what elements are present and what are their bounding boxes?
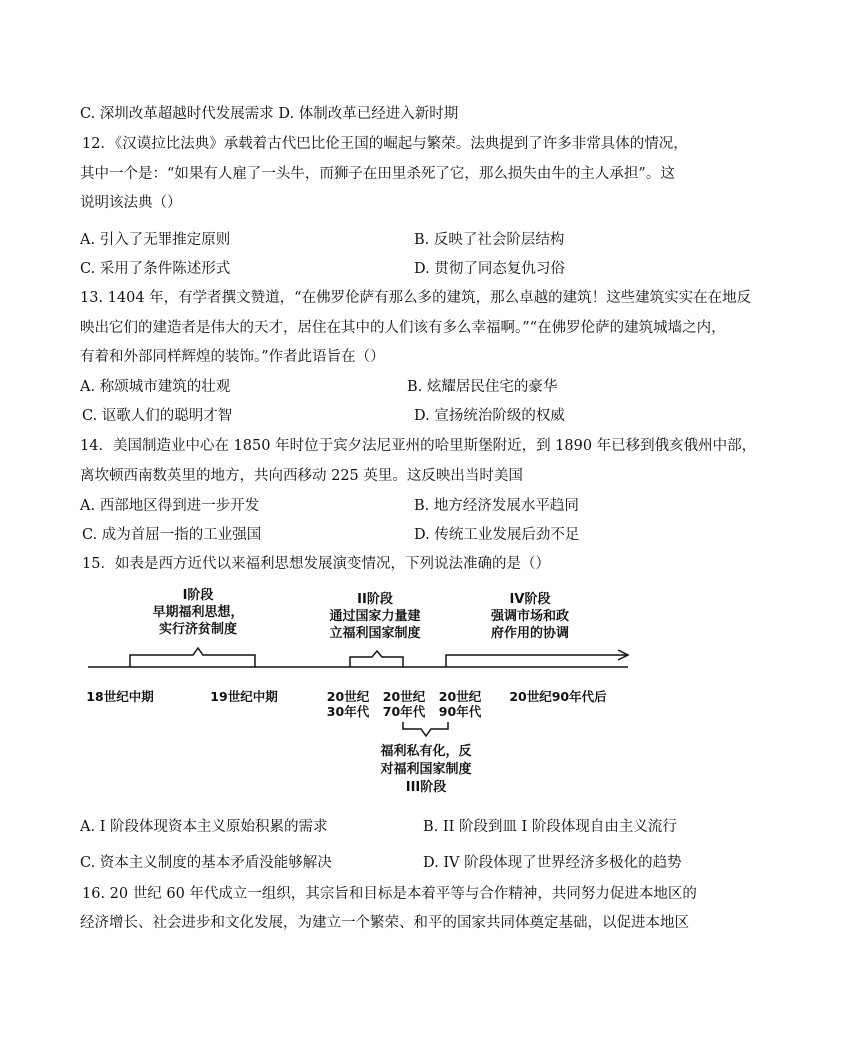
tick-1970s-top: 20世纪 <box>382 689 426 704</box>
svg-text:强调市场和政: 强调市场和政 <box>490 609 570 624</box>
q11-options-cd: C. 深圳改革超越时代发展需求 D. 体制改革已经进入新时期 <box>80 106 459 122</box>
q15-option-b[interactable]: B. II 阶段到皿 I 阶段体现自由主义流行 <box>423 819 677 835</box>
q12-option-b[interactable]: B. 反映了社会阶层结构 <box>414 232 565 248</box>
tick-after-1990s: 20世纪90年代后 <box>509 689 607 704</box>
q12-option-a[interactable]: A. 引入了无罪推定原则 <box>80 232 231 248</box>
tick-18th-mid: 18世纪中期 <box>86 689 154 704</box>
q13-stem-line1: 13. 1404 年，有学者撰文赞道，“在佛罗伦萨有那么多的建筑，那么卓越的建筑！这些建筑实实在在地反 <box>80 290 752 306</box>
q13-option-b[interactable]: B. 炫耀居民住宅的豪华 <box>407 379 558 395</box>
tick-1990s-bottom: 90年代 <box>438 704 482 719</box>
tick-1990s-top: 20世纪 <box>438 689 482 704</box>
q15-option-d[interactable]: D. IV 阶段体现了世界经济多极化的趋势 <box>423 855 682 871</box>
q13-stem-line2: 映出它们的建造者是伟大的天才，居住在其中的人们该有多么幸福啊。”“在佛罗伦萨的建筑城墙之内， <box>80 320 726 336</box>
q13-option-c[interactable]: C. 讴歌人们的聪明才智 <box>82 408 233 424</box>
q13-stem-line3: 有着和外部同样辉煌的装饰。”作者此语旨在（） <box>80 349 385 365</box>
svg-text:IV阶段: IV阶段 <box>509 592 551 607</box>
q14-option-a[interactable]: A. 西部地区得到进一步开发 <box>80 498 260 514</box>
q13-option-a[interactable]: A. 称颂城市建筑的壮观 <box>80 379 231 395</box>
q13-option-d[interactable]: D. 宣扬统治阶级的权威 <box>414 408 565 424</box>
stage-4-brace <box>446 655 628 667</box>
stage-2-label <box>329 591 420 641</box>
svg-text:福利私有化，反: 福利私有化，反 <box>380 744 472 759</box>
svg-text:通过国家力量建: 通过国家力量建 <box>329 609 421 624</box>
tick-1930s-bottom: 30年代 <box>326 704 370 719</box>
svg-text:III阶段: III阶段 <box>405 780 447 795</box>
stage-1-brace <box>130 648 255 667</box>
q12-option-c[interactable]: C. 采用了条件陈述形式 <box>80 261 231 277</box>
q12-stem-line2: 其中一个是：“如果有人雇了一头牛，而狮子在田里杀死了它，那么损失由牛的主人承担”。这 <box>80 166 675 182</box>
tick-1930s-top: 20世纪 <box>326 689 370 704</box>
svg-text:立福利国家制度: 立福利国家制度 <box>329 626 421 641</box>
q15-option-c[interactable]: C. 资本主义制度的基本矛盾没能够解决 <box>80 855 332 871</box>
svg-text:I阶段: I阶段 <box>182 588 214 603</box>
q15-option-a[interactable]: A. I 阶段体现资本主义原始积累的需求 <box>80 819 328 835</box>
stage-3-brace <box>403 722 448 736</box>
q12-stem-line1: 12．《汉谟拉比法典》承载着古代巴比伦王国的崛起与繁荣。法典提到了许多非常具体的情况， <box>82 136 688 152</box>
q14-option-c[interactable]: C. 成为首屈一指的工业强国 <box>82 527 262 543</box>
tick-labels <box>86 689 607 719</box>
svg-text:实行济贫制度: 实行济贫制度 <box>158 622 238 637</box>
q15-stem: 15．如表是西方近代以来福利思想发展演变情况，下列说法准确的是（） <box>82 556 550 572</box>
stage-4-label <box>490 591 569 641</box>
svg-text:对福利国家制度: 对福利国家制度 <box>380 762 472 777</box>
q12-option-d[interactable]: D. 贯彻了同态复仇习俗 <box>414 261 565 277</box>
tick-1970s-bottom: 70年代 <box>382 704 426 719</box>
welfare-timeline-diagram <box>80 585 640 805</box>
q14-stem-line1: 14．美国制造业中心在 1850 年时位于宾夕法尼亚州的哈里斯堡附近，到 1890 年已移到俄亥俄州中部， <box>80 438 757 454</box>
q16-stem-line1: 16. 20 世纪 60 年代成立一组织，其宗旨和目标是本着平等与合作精神，共同努力促进本地区的 <box>82 886 697 902</box>
stage-1-label <box>152 587 243 637</box>
stage-3-label <box>379 743 471 795</box>
svg-text:早期福利思想，: 早期福利思想， <box>152 605 244 620</box>
q14-stem-line2: 离坎顿西南数英里的地方，共向西移动 225 英里。这反映出当时美国 <box>80 468 523 484</box>
q14-option-d[interactable]: D. 传统工业发展后劲不足 <box>414 527 580 543</box>
stage-2-brace <box>350 651 403 667</box>
q14-option-b[interactable]: B. 地方经济发展水平趋同 <box>414 498 579 514</box>
q16-stem-line2: 经济增长、社会进步和文化发展，为建立一个繁荣、和平的国家共同体奠定基础，以促进本地区 <box>80 915 689 931</box>
q12-stem-line3: 说明该法典（） <box>80 195 182 211</box>
svg-text:府作用的协调: 府作用的协调 <box>490 626 570 641</box>
tick-19th-mid: 19世纪中期 <box>210 689 278 704</box>
svg-text:II阶段: II阶段 <box>357 592 393 607</box>
